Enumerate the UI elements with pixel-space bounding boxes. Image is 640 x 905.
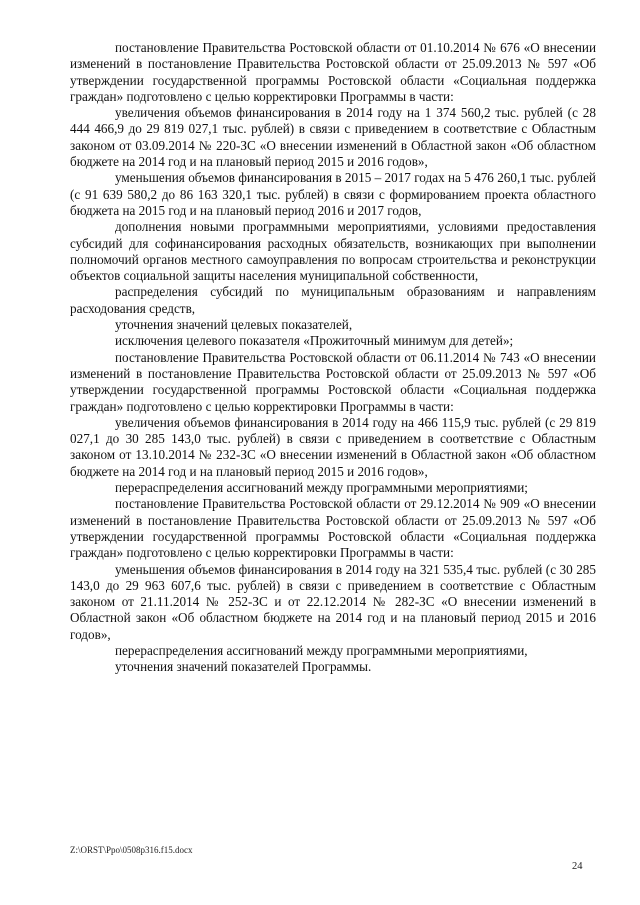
paragraph-increase-466115: увеличения объемов финансирования в 2014 году на 466 115,9 тыс. рублей (с 29 819 027,1 до 30 285 143,0 тыс. рублей) в связи с приведением в соответствие с Областным законом от 13.10.2014 № 232-ЗС «О внесении изменений в Областной закон «Об областном бюджете на 2014 год и на плановый период 2015 и 2016 годов», xyxy=(70,414,596,479)
paragraph-program-indicators: уточнения значений показателей Программы. xyxy=(115,659,372,675)
paragraph-resolution-676: постановление Правительства Ростовской области от 01.10.2014 № 676 «О внесении изменений в постановление Правительства Ростовской области от 25.09.2013 № 597 «Об утверждении государственной программы Ростовской области «Социальная поддержка граждан» подготовлено с целью корректировки Программы в части: xyxy=(70,40,596,104)
page-number: 24 xyxy=(572,861,583,872)
paragraph-reallocation-1: перераспределения ассигнований между программными мероприятиями; xyxy=(115,480,528,496)
paragraph-reallocation-2: перераспределения ассигнований между программными мероприятиями, xyxy=(115,642,528,658)
footer-file-path: Z:\ORST\Ppo\0508p316.f15.docx xyxy=(70,845,193,855)
paragraph-exclude-indicator: исключения целевого показателя «Прожиточный минимум для детей»; xyxy=(115,333,514,349)
document-body xyxy=(70,40,596,676)
paragraph-resolution-743: постановление Правительства Ростовской области от 06.11.2014 № 743 «О внесении изменений в постановление Правительства Ростовской области от 25.09.2013 № 597 «Об утверждении государственной программы Ростовской области «Социальная поддержка граждан» подготовлено с целью корректировки Программы в части: xyxy=(70,349,596,414)
paragraph-new-measures: дополнения новыми программными мероприятиями, условиями предоставления субсидий для софинансирования расходных обязательств, возникающих при выполнении полномочий органов местного самоуправления по вопросам строительства и реконструкции объектов социальной защиты населения муниципальной собственности, xyxy=(70,219,596,284)
paragraph-resolution-909: постановление Правительства Ростовской области от 29.12.2014 № 909 «О внесении изменений в постановление Правительства Ростовской области от 25.09.2013 № 597 «Об утверждении государственной программы Ростовской области «Социальная поддержка граждан» подготовлено с целью корректировки Программы в части: xyxy=(70,496,596,561)
paragraph-increase-2014: увеличения объемов финансирования в 2014 году на 1 374 560,2 тыс. рублей (с 28 444 466,9 до 29 819 027,1 тыс. рублей) в связи с приведением в соответствие с Областным законом от 03.09.2014 № 220-ЗС «О внесении изменений в Областной закон «Об областном бюджете на 2014 год и на плановый период 2015 и 2016 годов», xyxy=(70,105,596,170)
paragraph-decrease-2015-2017: уменьшения объемов финансирования в 2015 – 2017 годах на 5 476 260,1 тыс. рублей (с 91 639 580,2 до 86 163 320,1 тыс. рублей) в связи с формированием проекта областного бюджета на 2015 год и на плановый период 2016 и 2017 годов, xyxy=(70,170,596,218)
paragraph-subsidy-distribution: распределения субсидий по муниципальным образованиям и направлениям расходования средств, xyxy=(70,284,596,316)
paragraph-decrease-2014: уменьшения объемов финансирования в 2014 году на 321 535,4 тыс. рублей (с 30 285 143,0 до 29 963 607,6 тыс. рублей) в связи с приведением в соответствие с Областным законом от 21.11.2014 № 252-ЗС и от 22.12.2014 № 282-ЗС «О внесении изменений в Областной закон «Об областном бюджете на 2014 год и на плановый период 2015 и 2016 годов», xyxy=(70,561,596,642)
paragraph-target-indicators: уточнения значений целевых показателей, xyxy=(115,317,353,333)
